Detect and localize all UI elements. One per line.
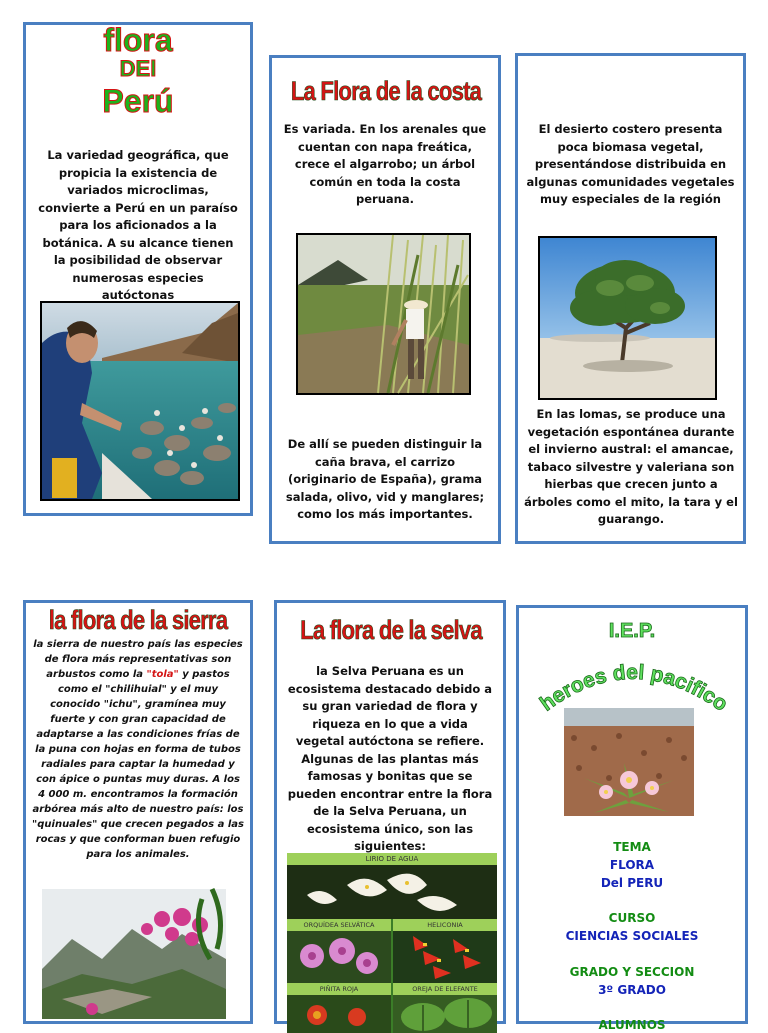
costa-text-top: Es variada. En los arenales que cuentan con napa freática, crece el algarrobo; un árbol común en toda la costa peruana. <box>283 122 487 206</box>
cane-field-photo <box>296 233 471 395</box>
pinita-roja-image <box>287 995 391 1033</box>
panel-flora-del-peru <box>23 22 253 516</box>
grado-value: 3º GRADO <box>598 983 666 997</box>
panel-flora-selva <box>274 600 506 1024</box>
school-acronym: I.E.P. <box>608 620 656 642</box>
sierra-text-a: la sierra de nuestro país las especies de flora más representativas son arbustos como la <box>33 639 243 680</box>
tema-label: TEMA <box>613 840 651 854</box>
lirio-de-agua-image <box>287 865 497 919</box>
curso-value: CIENCIAS SOCIALES <box>565 929 699 943</box>
title-flora: flora <box>103 22 173 58</box>
sierra-text-tola: "tola" <box>146 669 179 680</box>
collage-label-heliconia: HELICONIA <box>393 919 497 931</box>
tema-line-2: Del PERU <box>600 876 664 890</box>
title-del: DEl <box>119 56 157 81</box>
machu-picchu-orchid-photo <box>42 889 226 1019</box>
panel-flora-costa <box>269 55 501 544</box>
curso-label: CURSO <box>608 911 656 925</box>
grado-label: GRADO Y SECCION <box>569 965 695 979</box>
desert-flower-photo <box>564 708 694 816</box>
sierra-text-c: y pastos como el "chilihuial" y el muy conocido "ichu", gramínea muy fuerte y con gran capacidad de adaptarse a las condiciones frías de la puna con hojas en forma de tubos radiales para captar la humedad y con ápice o puntas muy duras. A los 4 000 m. encontramos la formación arbórea más alto de nuestro país: los "quinuales" que crecen pegados a las rocas y que conforman buen refugio para los animales. <box>32 669 244 860</box>
alumnos-label: ALUMNOS <box>598 1018 666 1032</box>
school-name: heroes del pacifico <box>535 660 732 716</box>
title-peru: Perú <box>102 83 174 119</box>
panel-desierto-costero <box>515 53 746 544</box>
selva-title: La flora de la selva <box>300 615 482 645</box>
panel-flora-sierra <box>23 600 253 1024</box>
sierra-title: la flora de la sierra <box>48 605 228 635</box>
intro-text: La variedad geográfica, que propicia la existencia de variados microclimas, convierte a Perú en un paraíso para los aficionados a la botánica. A su alcance tienen la posibilidad de observar numerosas especies autóctonas <box>38 148 238 302</box>
oreja-de-elefante-image <box>393 995 497 1033</box>
selva-text: la Selva Peruana es un ecosistema destacado debido a su gran variedad de flora y riqueza en lo que a vida vegetal autóctona se refiere. Algunas de las plantas más famosas y bonitas que se pueden encontrar entre la flora de la Selva Peruana, un ecosistema único, son las siguientes: <box>287 664 493 853</box>
desierto-text: El desierto costero presenta poca biomasa vegetal, presentándose distribuida en algunas comunidades vegetales muy especiales de la región <box>526 122 735 206</box>
costa-text-bottom: De allí se pueden distinguir la caña brava, el carrizo (originario de España), grama salada, olivo, vid y manglares; como los más importantes. <box>285 437 485 521</box>
collage-label-lirio: LIRIO DE AGUA <box>287 853 497 865</box>
collage-label-orquidea: ORQUÍDEA SELVÁTICA <box>287 919 391 931</box>
selva-plants-collage <box>287 853 497 1033</box>
collage-label-oreja: OREJA DE ELEFANTE <box>393 983 497 995</box>
algarrobo-tree-photo <box>538 236 717 400</box>
costa-title: La Flora de la costa <box>290 76 482 106</box>
collage-label-pinita: PIÑITA ROJA <box>287 983 391 995</box>
pelicans-boat-photo <box>40 301 240 501</box>
sierra-text <box>32 637 244 862</box>
lomas-text: En las lomas, se produce una vegetación espontánea durante el invierno austral: el amancae, tabaco silvestre y valeriana son hierbas que crecen junto a árboles como el mito, la tara y el guarango. <box>524 407 738 526</box>
panel-cover <box>516 605 748 1032</box>
orquidea-image <box>287 931 391 983</box>
tema-line-1: FLORA <box>609 858 655 872</box>
heliconia-image <box>393 931 497 983</box>
